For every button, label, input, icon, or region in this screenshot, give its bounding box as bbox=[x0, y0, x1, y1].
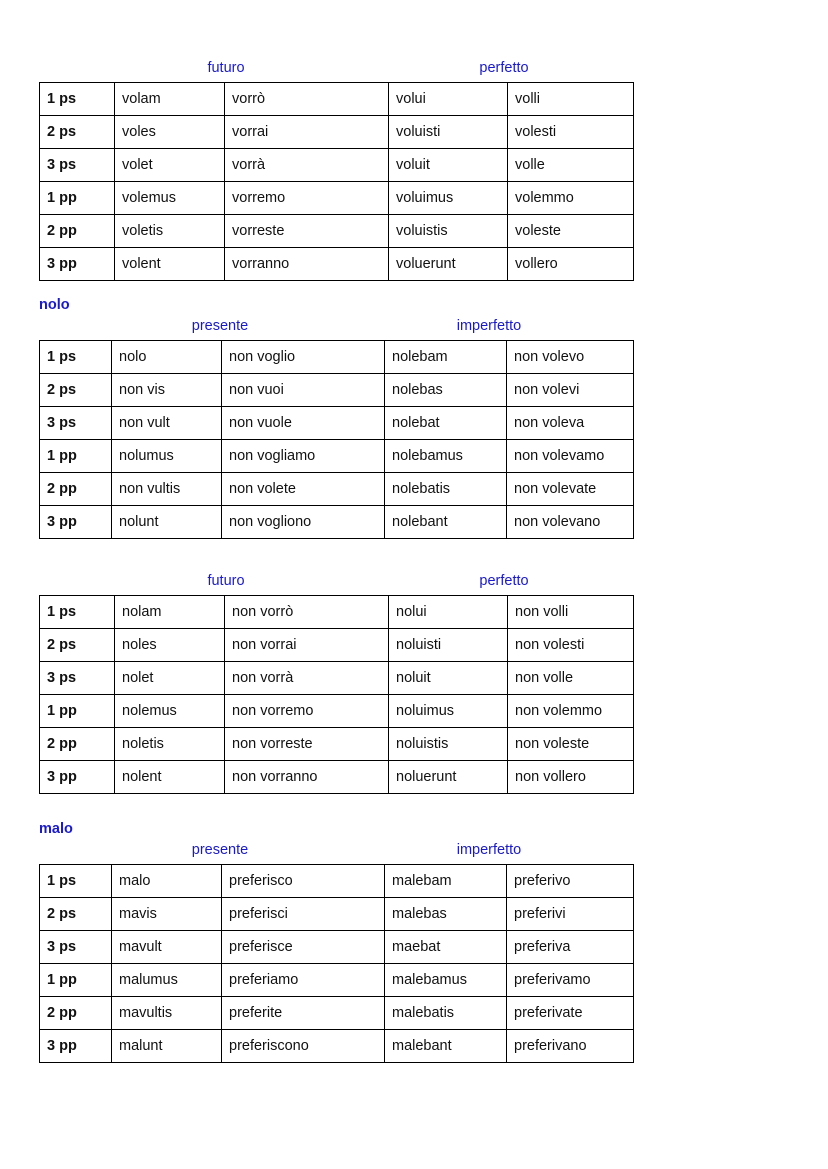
italian-form-cell: preferivano bbox=[507, 1030, 634, 1063]
tense-headings bbox=[39, 573, 633, 595]
italian-form-cell: non vogliono bbox=[222, 506, 385, 539]
table-row bbox=[40, 149, 634, 182]
table-row bbox=[40, 182, 634, 215]
italian-form-cell: preferite bbox=[222, 997, 385, 1030]
latin-form-cell: mavis bbox=[112, 898, 222, 931]
person-cell: 2 ps bbox=[40, 629, 115, 662]
section-1 bbox=[39, 60, 633, 281]
tense-headings bbox=[39, 60, 633, 82]
italian-form-cell: non vorremo bbox=[225, 695, 389, 728]
italian-form-cell: non voleste bbox=[508, 728, 634, 761]
latin-form-cell: non vultis bbox=[112, 473, 222, 506]
latin-form-cell: volet bbox=[115, 149, 225, 182]
section-3 bbox=[39, 573, 633, 794]
person-cell: 3 ps bbox=[40, 149, 115, 182]
table-row bbox=[40, 931, 634, 964]
table-row bbox=[40, 374, 634, 407]
latin-form-cell: malebas bbox=[385, 898, 507, 931]
person-cell: 2 ps bbox=[40, 374, 112, 407]
latin-form-cell: voluisti bbox=[389, 116, 508, 149]
table-body bbox=[40, 341, 634, 539]
latin-form-cell: nolebamus bbox=[385, 440, 507, 473]
latin-form-cell: malebant bbox=[385, 1030, 507, 1063]
latin-form-cell: volemus bbox=[115, 182, 225, 215]
latin-form-cell: nolebas bbox=[385, 374, 507, 407]
person-cell: 1 pp bbox=[40, 440, 112, 473]
italian-form-cell: non volesti bbox=[508, 629, 634, 662]
section-2 bbox=[39, 318, 633, 539]
person-cell: 1 ps bbox=[40, 83, 115, 116]
latin-form-cell: noluerunt bbox=[389, 761, 508, 794]
verb-title-malo: malo bbox=[39, 821, 73, 837]
latin-form-cell: nolo bbox=[112, 341, 222, 374]
italian-form-cell: non volle bbox=[508, 662, 634, 695]
italian-form-cell: non vorrai bbox=[225, 629, 389, 662]
latin-form-cell: volui bbox=[389, 83, 508, 116]
tense-heading-left: presente bbox=[191, 318, 249, 334]
italian-form-cell: vorremo bbox=[225, 182, 389, 215]
table-row bbox=[40, 964, 634, 997]
table-row bbox=[40, 761, 634, 794]
italian-form-cell: non volevi bbox=[507, 374, 634, 407]
italian-form-cell: non voglio bbox=[222, 341, 385, 374]
italian-form-cell: non vorreste bbox=[225, 728, 389, 761]
table-row bbox=[40, 695, 634, 728]
latin-form-cell: nolam bbox=[115, 596, 225, 629]
italian-form-cell: preferisco bbox=[222, 865, 385, 898]
italian-form-cell: vorrà bbox=[225, 149, 389, 182]
italian-form-cell: volesti bbox=[508, 116, 634, 149]
latin-form-cell: nolent bbox=[115, 761, 225, 794]
table-body bbox=[40, 596, 634, 794]
latin-form-cell: mavult bbox=[112, 931, 222, 964]
latin-form-cell: noletis bbox=[115, 728, 225, 761]
latin-form-cell: nolui bbox=[389, 596, 508, 629]
latin-form-cell: malunt bbox=[112, 1030, 222, 1063]
table-row bbox=[40, 728, 634, 761]
italian-form-cell: volemmo bbox=[508, 182, 634, 215]
latin-form-cell: noluit bbox=[389, 662, 508, 695]
tense-heading-right: perfetto bbox=[479, 573, 529, 589]
table-row bbox=[40, 407, 634, 440]
table-row bbox=[40, 473, 634, 506]
section-4 bbox=[39, 842, 633, 1063]
italian-form-cell: volle bbox=[508, 149, 634, 182]
italian-form-cell: non volemmo bbox=[508, 695, 634, 728]
table-row bbox=[40, 341, 634, 374]
italian-form-cell: preferivamo bbox=[507, 964, 634, 997]
tense-heading-left: futuro bbox=[207, 573, 245, 589]
table-body bbox=[40, 83, 634, 281]
latin-form-cell: voluistis bbox=[389, 215, 508, 248]
person-cell: 2 ps bbox=[40, 898, 112, 931]
latin-form-cell: voletis bbox=[115, 215, 225, 248]
table-row bbox=[40, 506, 634, 539]
italian-form-cell: vorranno bbox=[225, 248, 389, 281]
tense-heading-left: presente bbox=[191, 842, 249, 858]
latin-form-cell: malebamus bbox=[385, 964, 507, 997]
latin-form-cell: mavultis bbox=[112, 997, 222, 1030]
latin-form-cell: nolebam bbox=[385, 341, 507, 374]
table-row bbox=[40, 898, 634, 931]
italian-form-cell: non vollero bbox=[508, 761, 634, 794]
italian-form-cell: non vuole bbox=[222, 407, 385, 440]
person-cell: 3 pp bbox=[40, 248, 115, 281]
italian-form-cell: non vorrà bbox=[225, 662, 389, 695]
latin-form-cell: nolemus bbox=[115, 695, 225, 728]
italian-form-cell: preferiscono bbox=[222, 1030, 385, 1063]
latin-form-cell: non vult bbox=[112, 407, 222, 440]
person-cell: 2 pp bbox=[40, 997, 112, 1030]
person-cell: 3 pp bbox=[40, 1030, 112, 1063]
italian-form-cell: non volete bbox=[222, 473, 385, 506]
person-cell: 1 ps bbox=[40, 341, 112, 374]
table-row bbox=[40, 1030, 634, 1063]
person-cell: 3 pp bbox=[40, 761, 115, 794]
italian-form-cell: preferisci bbox=[222, 898, 385, 931]
person-cell: 1 pp bbox=[40, 182, 115, 215]
tense-heading-right: imperfetto bbox=[456, 318, 522, 334]
latin-form-cell: maebat bbox=[385, 931, 507, 964]
latin-form-cell: malebatis bbox=[385, 997, 507, 1030]
person-cell: 1 pp bbox=[40, 964, 112, 997]
latin-form-cell: malo bbox=[112, 865, 222, 898]
table-row bbox=[40, 997, 634, 1030]
person-cell: 2 pp bbox=[40, 473, 112, 506]
person-cell: 3 ps bbox=[40, 931, 112, 964]
table-row bbox=[40, 596, 634, 629]
latin-form-cell: nolebat bbox=[385, 407, 507, 440]
italian-form-cell: preferivate bbox=[507, 997, 634, 1030]
tense-headings bbox=[39, 842, 633, 864]
latin-form-cell: voluerunt bbox=[389, 248, 508, 281]
table-row bbox=[40, 629, 634, 662]
latin-form-cell: noles bbox=[115, 629, 225, 662]
latin-form-cell: voluimus bbox=[389, 182, 508, 215]
conjugation-table bbox=[39, 595, 634, 794]
latin-form-cell: nolumus bbox=[112, 440, 222, 473]
tense-heading-right: imperfetto bbox=[456, 842, 522, 858]
tense-heading-left: futuro bbox=[207, 60, 245, 76]
latin-form-cell: nolebant bbox=[385, 506, 507, 539]
italian-form-cell: volli bbox=[508, 83, 634, 116]
latin-form-cell: volent bbox=[115, 248, 225, 281]
conjugation-table bbox=[39, 82, 634, 281]
latin-form-cell: nolunt bbox=[112, 506, 222, 539]
italian-form-cell: non voleva bbox=[507, 407, 634, 440]
tense-heading-right: perfetto bbox=[479, 60, 529, 76]
latin-form-cell: non vis bbox=[112, 374, 222, 407]
conjugation-table bbox=[39, 864, 634, 1063]
table-row bbox=[40, 83, 634, 116]
italian-form-cell: non volevo bbox=[507, 341, 634, 374]
person-cell: 3 ps bbox=[40, 662, 115, 695]
latin-form-cell: noluisti bbox=[389, 629, 508, 662]
person-cell: 1 ps bbox=[40, 596, 115, 629]
tense-headings bbox=[39, 318, 633, 340]
table-row bbox=[40, 440, 634, 473]
italian-form-cell: non vorrò bbox=[225, 596, 389, 629]
latin-form-cell: noluistis bbox=[389, 728, 508, 761]
italian-form-cell: vorreste bbox=[225, 215, 389, 248]
conjugation-table bbox=[39, 340, 634, 539]
verb-title-nolo: nolo bbox=[39, 297, 70, 313]
table-body bbox=[40, 865, 634, 1063]
latin-form-cell: malebam bbox=[385, 865, 507, 898]
latin-form-cell: nolebatis bbox=[385, 473, 507, 506]
latin-form-cell: voles bbox=[115, 116, 225, 149]
italian-form-cell: vorrai bbox=[225, 116, 389, 149]
italian-form-cell: non volli bbox=[508, 596, 634, 629]
italian-form-cell: preferiva bbox=[507, 931, 634, 964]
latin-form-cell: malumus bbox=[112, 964, 222, 997]
table-row bbox=[40, 865, 634, 898]
italian-form-cell: preferiamo bbox=[222, 964, 385, 997]
latin-form-cell: noluimus bbox=[389, 695, 508, 728]
person-cell: 1 pp bbox=[40, 695, 115, 728]
italian-form-cell: non vorranno bbox=[225, 761, 389, 794]
latin-form-cell: volam bbox=[115, 83, 225, 116]
italian-form-cell: non vogliamo bbox=[222, 440, 385, 473]
italian-form-cell: preferivo bbox=[507, 865, 634, 898]
person-cell: 3 pp bbox=[40, 506, 112, 539]
table-row bbox=[40, 116, 634, 149]
italian-form-cell: voleste bbox=[508, 215, 634, 248]
italian-form-cell: non vuoi bbox=[222, 374, 385, 407]
latin-form-cell: nolet bbox=[115, 662, 225, 695]
person-cell: 2 pp bbox=[40, 728, 115, 761]
table-row bbox=[40, 215, 634, 248]
person-cell: 2 pp bbox=[40, 215, 115, 248]
italian-form-cell: non volevano bbox=[507, 506, 634, 539]
italian-form-cell: preferivi bbox=[507, 898, 634, 931]
table-row bbox=[40, 662, 634, 695]
person-cell: 1 ps bbox=[40, 865, 112, 898]
person-cell: 2 ps bbox=[40, 116, 115, 149]
italian-form-cell: non volevamo bbox=[507, 440, 634, 473]
italian-form-cell: vorrò bbox=[225, 83, 389, 116]
italian-form-cell: vollero bbox=[508, 248, 634, 281]
italian-form-cell: preferisce bbox=[222, 931, 385, 964]
latin-form-cell: voluit bbox=[389, 149, 508, 182]
person-cell: 3 ps bbox=[40, 407, 112, 440]
italian-form-cell: non volevate bbox=[507, 473, 634, 506]
table-row bbox=[40, 248, 634, 281]
